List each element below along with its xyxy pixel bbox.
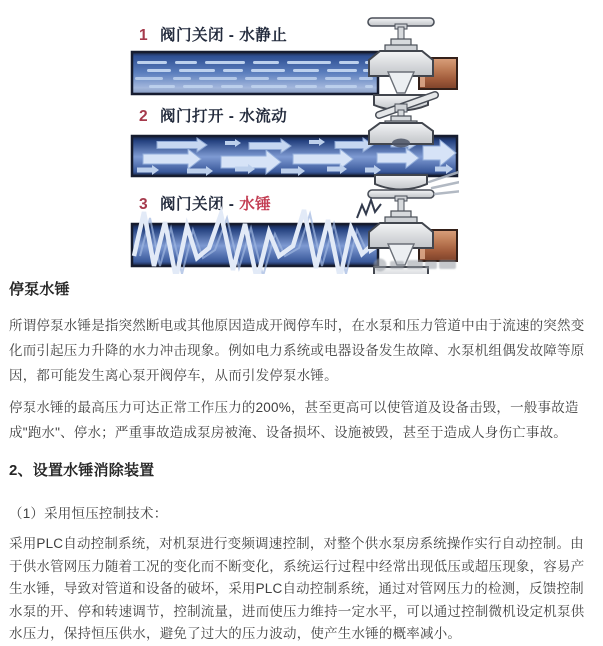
paragraph-plc-control: 采用PLC自动控制系统，对机泵进行变频调速控制，对整个供水泵房系统操作实行自动控制。由于供水管网压力随着工况的变化而不断变化，系统运行过程中经常出现低压或超压现象，容易产生水锤，导致对管道和设备的破坏，采用PLC自动控制系统，通过对管网压力的检测，反馈控制水泵的开、停和转速调节，控制流量，进而使压力维持一定水平，可以通过控制微机设定机泵供水压力，保持恒压供水，避免了过大的压力波动，使产生水锤的概率减小。	[9, 536, 585, 641]
diagram-row-1	[132, 18, 457, 111]
row2-label-text: 阀门打开 - 水流动	[159, 108, 288, 125]
water-hammer-diagram	[129, 12, 459, 274]
row1-number: 1	[139, 27, 149, 44]
row3-label-text: 阀门关闭 -	[159, 196, 240, 213]
page	[0, 12, 603, 641]
subheading-constant-pressure: （1）采用恒压控制技术：	[9, 506, 168, 521]
row1-label-text: 阀门关闭 - 水静止	[159, 27, 288, 44]
row2-number: 2	[139, 108, 149, 125]
section-heading-pump-stop-hammer: 停泵水锤	[9, 281, 70, 298]
shock-spark	[357, 200, 381, 218]
row2-label	[139, 106, 287, 125]
row3-label	[139, 194, 271, 213]
row3-number: 3	[139, 196, 149, 213]
section-heading-hammer-elimination: 2、设置水锤消除装置	[9, 462, 155, 479]
row1-label	[139, 25, 287, 44]
paragraph-definition: 所谓停泵水锤是指突然断电或其他原因造成开阀停车时，在水泵和压力管道中由于流速的突然变化而引起压力升降的水力冲击现象。例如电力系统或电器设备发生故障、水泵机组偶发故障等原因，都可能发生离心泵开阀停车，从而引发停泵水锤。	[9, 318, 585, 383]
row3-label-hammer: 水锤	[239, 196, 272, 213]
article-body	[0, 280, 603, 646]
paragraph-consequences: 停泵水锤的最高压力可达正常工作压力的200%，甚至更高可以使管道及设备击毁，一般事故造成"跑水"、停水；严重事故造成泵房被淹、设备损坏、设施被毁，甚至于造成人身伤亡事故。	[9, 400, 579, 440]
